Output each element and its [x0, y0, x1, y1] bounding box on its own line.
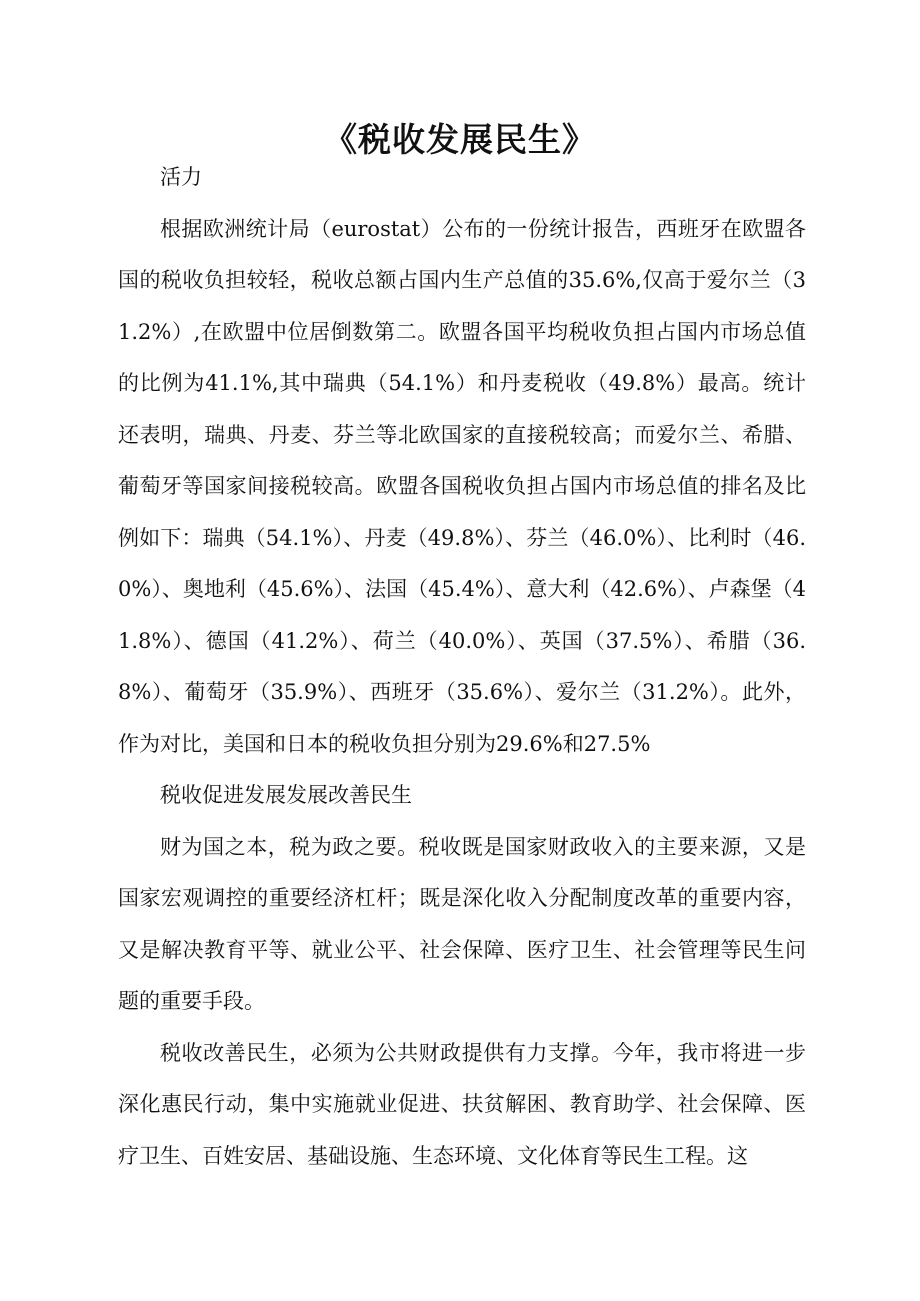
section-heading-tax-promotes-livelihood: 税收促进发展发展改善民生 [160, 783, 412, 807]
section-heading-vitality: 活力 [160, 165, 202, 189]
paragraph-tax-foundation: 财为国之本，税为政之要。税收既是国家财政收入的主要来源，又是国家宏观调控的重要经济杠杆；既是深化收入分配制度改革的重要内容，又是解决教育平等、就业公平、社会保障、医疗卫生、社会管理等民生问题的重要手段。 [118, 834, 806, 1013]
paragraph-eu-tax-burden: 根据欧洲统计局（eurostat）公布的一份统计报告，西班牙在欧盟各国的税收负担较轻，税收总额占国内生产总值的35.6%,仅高于爱尔兰（31.2%）,在欧盟中位居倒数第二。欧盟各国平均税收负担占国内市场总值的比例为41.1%,其中瑞典（54.1%）和丹麦税收（49.8%）最高。统计还表明，瑞典、丹麦、芬兰等北欧国家的直接税较高；而爱尔兰、希腊、葡萄牙等国家间接税较高。欧盟各国税收负担占国内市场总值的排名及比例如下：瑞典（54.1%）、丹麦（49.8%）、芬兰（46.0%）、比利时（46.0%）、奥地利（45.6%）、法国（45.4%）、意大利（42.6%）、卢森堡（41.8%）、德国（41.2%）、荷兰（40.0%）、英国（37.5%）、希腊（36.8%）、葡萄牙（35.9%）、西班牙（35.6%）、爱尔兰（31.2%）。此外，作为对比，美国和日本的税收负担分别为29.6%和27.5% [118, 216, 806, 756]
paragraph-public-finance-support: 税收改善民生，必须为公共财政提供有力支撑。今年，我市将进一步深化惠民行动，集中实施就业促进、扶贫解困、教育助学、社会保障、医疗卫生、百姓安居、基础设施、生态环境、文化体育等民生工程。这 [118, 1040, 806, 1168]
document-title: 《税收发展民生》 [324, 120, 596, 160]
document-body [118, 152, 806, 1182]
